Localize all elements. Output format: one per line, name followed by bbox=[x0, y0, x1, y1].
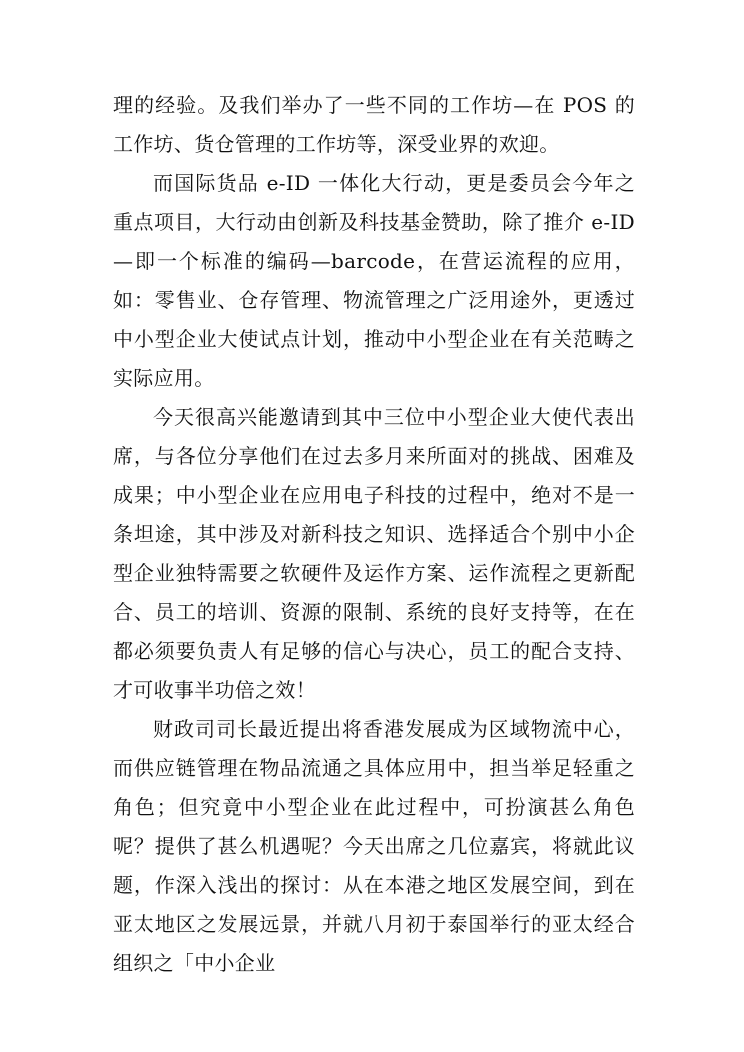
paragraph-4: 财政司司长最近提出将香港发展成为区域物流中心，而供应链管理在物品流通之具体应用中，担当举足轻重之角色；但究竟中小型企业在此过程中，可扮演甚么角色呢？提供了甚么机遇呢？今天出席之几位嘉宾，将就此议题，作深入浅出的探讨：从在本港之地区发展空间，到在亚太地区之发展远景，并就八月初于泰国举行的亚太经合组织之「中小企业 bbox=[113, 717, 635, 975]
paragraph-2: 而国际货品 e-ID 一体化大行动，更是委员会今年之重点项目，大行动由创新及科技基金赞助，除了推介 e-ID—即一个标准的编码—barcode，在营运流程的应用，如：零售业、仓存管理、物流管理之广泛用途外，更透过中小型企业大使试点计划，推动中小型企业在有关范畴之实际应用。 bbox=[113, 171, 635, 390]
document-body bbox=[113, 86, 635, 983]
paragraph-1: 理的经验。及我们举办了一些不同的工作坊—在 POS 的工作坊、货仓管理的工作坊等，深受业界的欢迎。 bbox=[113, 93, 635, 156]
paragraph-3: 今天很高兴能邀请到其中三位中小型企业大使代表出席，与各位分享他们在过去多月来所面对的挑战、困难及成果；中小型企业在应用电子科技的过程中，绝对不是一条坦途，其中涉及对新科技之知识、选择适合个别中小企型企业独特需要之软硬件及运作方案、运作流程之更新配合、员工的培训、资源的限制、系统的良好支持等，在在都必须要负责人有足够的信心与决心，员工的配合支持、才可收事半功倍之效！ bbox=[113, 405, 635, 702]
